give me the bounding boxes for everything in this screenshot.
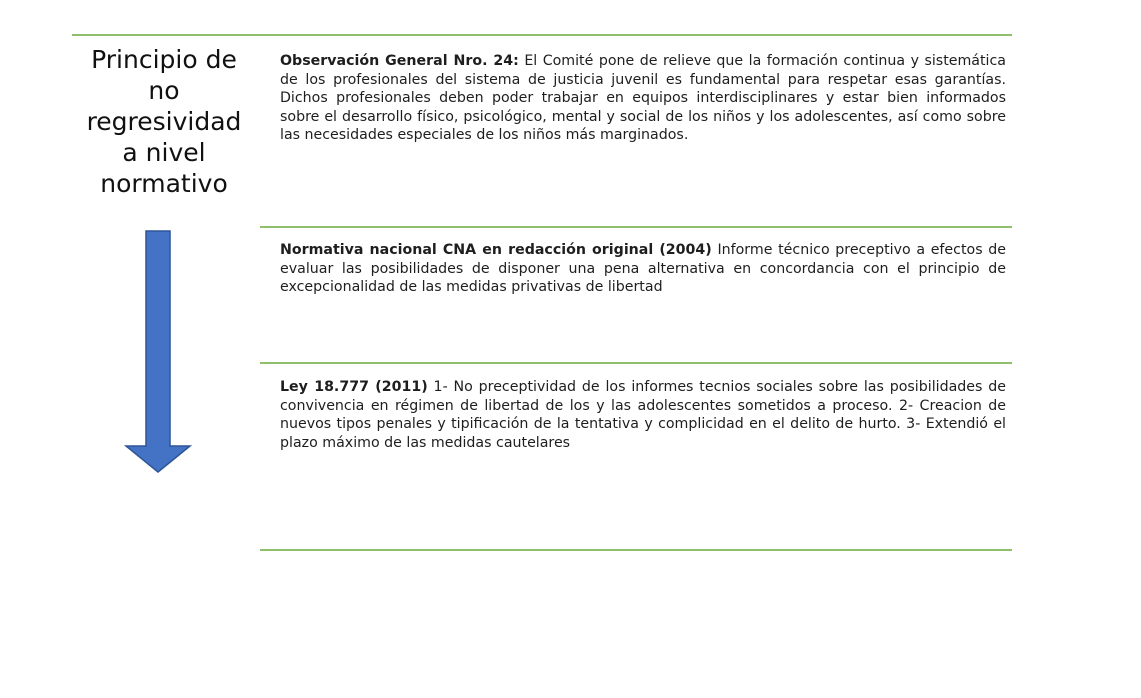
bottom-rule (260, 549, 1012, 551)
diagram-title (78, 44, 250, 199)
text-block-observacion-general (280, 52, 1006, 145)
block-body: 1- No preceptividad de los informes tecnios sociales sobre las posibilidades de convivencia en régimen de libertad de los y las adolescentes sometidos a proceso. 2- Creacion de nuevos tipos penales y tipificación de la tentativa y complicidad en el delito de hurto. 3- Extendió el plazo máximo de las medidas cautelares (280, 379, 1006, 451)
title-line: Principio de (91, 45, 237, 74)
separator-rule-1 (260, 226, 1012, 228)
block-body: El Comité pone de relieve que la formación continua y sistemática de los profesionales del sistema de justicia juvenil es fundamental para respetar esas garantías. Dichos profesionales deben poder trabajar en equipos interdisciplinares y estar bien informados sobre el desarrollo físico, psicológico, mental y social de los niños y los adolescentes, así como sobre las necesidades especiales de los niños más marginados. (280, 53, 1006, 143)
title-line: no (148, 76, 180, 105)
block-heading: Normativa nacional CNA en redacción original (2004) (280, 242, 712, 258)
title-line: a nivel (122, 138, 206, 167)
title-line: regresividad (86, 107, 242, 136)
top-rule (72, 34, 1012, 36)
block-heading: Observación General Nro. 24: (280, 53, 519, 69)
down-arrow-shape (126, 231, 190, 472)
text-block-ley-18777 (280, 378, 1006, 452)
down-arrow-icon (124, 230, 192, 474)
separator-rule-2 (260, 362, 1012, 364)
block-heading: Ley 18.777 (2011) (280, 379, 428, 395)
title-line: normativo (100, 169, 228, 198)
text-block-normativa-nacional (280, 241, 1006, 297)
block-body: Informe técnico preceptivo a efectos de evaluar las posibilidades de disponer una pena alternativa en concordancia con el principio de excepcionalidad de las medidas privativas de libertad (280, 242, 1006, 295)
